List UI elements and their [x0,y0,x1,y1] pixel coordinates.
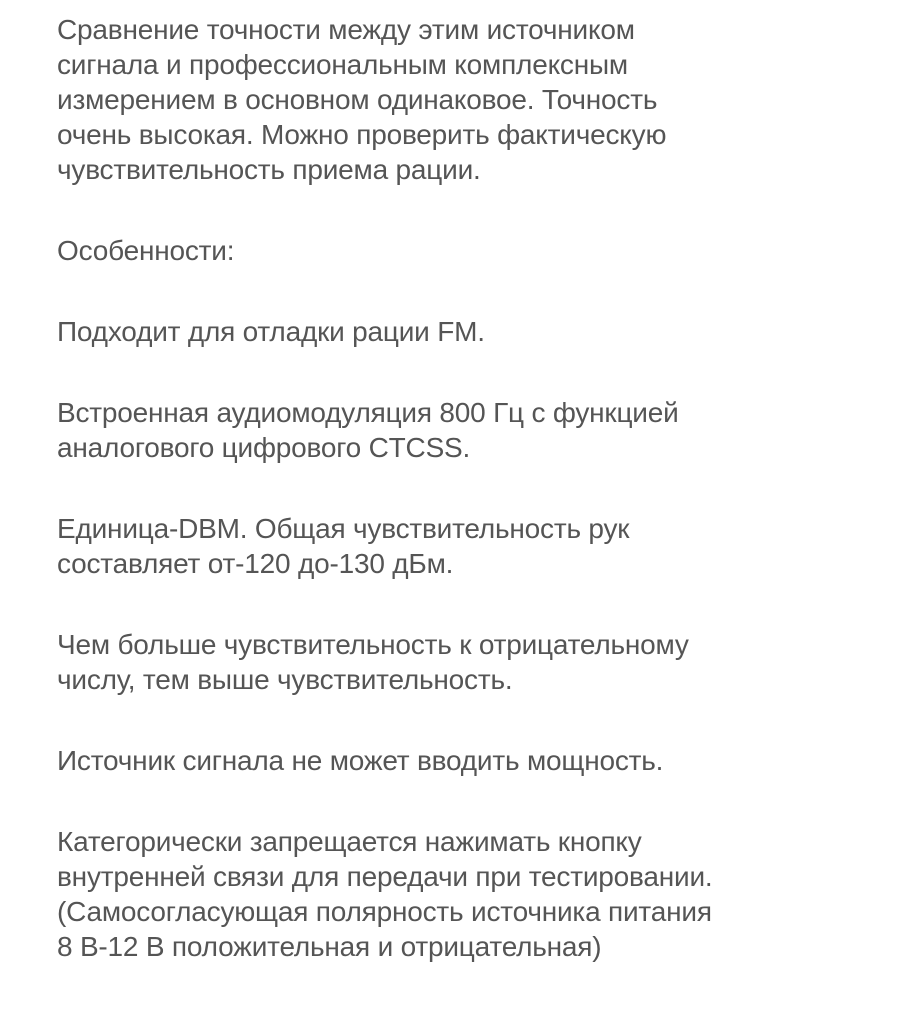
description-paragraph-sensitivity: Чем больше чувствительность к отрицательному числу, тем выше чувствительность. [57,629,689,695]
description-paragraph-intercom-warning: Категорически запрещается нажимать кнопку внутренней связи для передачи при тестировании. (Самосогласующая полярность источника питания 8 В-12 В положительная и отрицательная) [57,826,713,962]
description-paragraph-features-heading: Особенности: [57,235,235,266]
product-description [57,12,877,964]
description-paragraph-accuracy: Сравнение точности между этим источником сигнала и профессиональным комплексным измерением в основном одинаковое. Точность очень высокая. Можно проверить фактическую чувствительность приема рации. [57,14,667,185]
description-paragraph-audio-modulation: Встроенная аудиомодуляция 800 Гц с функцией аналогового цифрового CTCSS. [57,397,679,463]
description-paragraph-dbm-unit: Единица-DBM. Общая чувствительность рук составляет от-120 до-130 дБм. [57,513,630,579]
description-paragraph-fm: Подходит для отладки рации FM. [57,316,485,347]
description-paragraph-power-warning: Источник сигнала не может вводить мощность. [57,745,664,776]
